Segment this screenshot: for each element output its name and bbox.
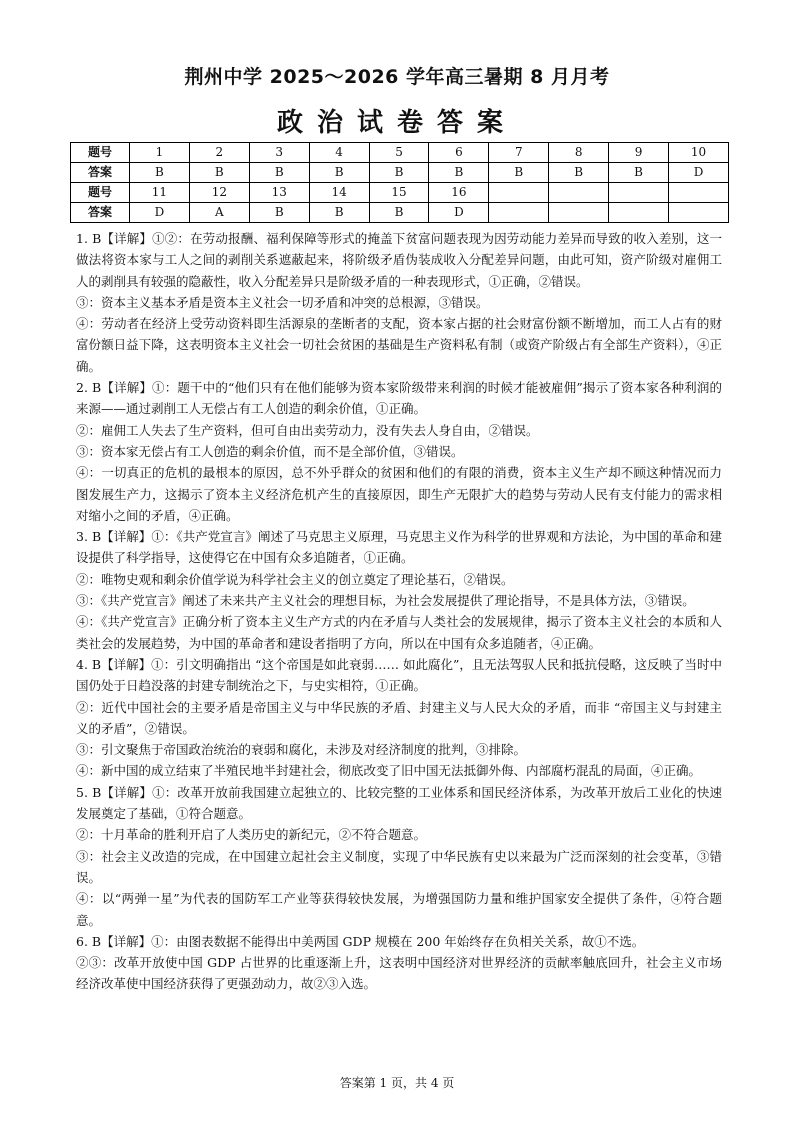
answer-cell: B <box>249 203 309 223</box>
explanation-paragraph: ②：雇佣工人失去了生产资料，但可自由出卖劳动力，没有失去人身自由，②错误。 <box>76 422 539 438</box>
explanation-paragraph: 1. B【详解】①②：在劳动报酬、福利保障等形式的掩盖下贫富问题表现为因劳动能力差异而导致的收入差别，这一做法将资本家与工人之间的剥削关系遮蔽起来，将阶级矛盾伪装成收入分配差异问题，由此可知，资产阶级对雇佣工人的剥削具有较强的隐蔽性，收入分配差异只是阶级矛盾的一种表现形式，①正确，②错误。 <box>76 231 722 289</box>
question-number-cell: 12 <box>189 183 249 203</box>
answer-cell: B <box>309 203 369 223</box>
explanation-paragraph: 5. B【详解】①：改革开放前我国建立起独立的、比较完整的工业体系和国民经济体系，为改革开放后工业化的快速发展奠定了基础，①符合题意。 <box>76 784 722 822</box>
answer-cell <box>609 203 669 223</box>
explanation-paragraph: ④：《共产党宣言》正确分析了资本主义生产方式的内在矛盾与人类社会的发展规律，揭示了资本主义社会的本质和人类社会的发展趋势，为中国的革命者和建设者指明了方向，所以在中国有众多追随者，④正确。 <box>76 614 722 651</box>
answer-label-cell: 答案 <box>71 203 130 223</box>
explanation-paragraph: ②③：改革开放使中国 GDP 占世界的比重逐渐上升，这表明中国经济对世界经济的贡献率触底回升，社会主义市场经济改革使中国经济获得了更强劲动力，故②③入选。 <box>76 955 722 992</box>
explanation-paragraph: ③：资本家无偿占有工人创造的剩余价值，而不是全部价值，③错误。 <box>76 443 464 459</box>
answer-row <box>71 203 729 223</box>
question-number-cell: 6 <box>429 143 489 163</box>
answer-cell: D <box>429 203 489 223</box>
question-number-cell <box>489 183 549 203</box>
answer-cell: B <box>489 163 549 183</box>
explanation-paragraph: ②：近代中国社会的主要矛盾是帝国主义与中华民族的矛盾、封建主义与人民大众的矛盾，而非 “帝国主义与封建主义的矛盾”，②错误。 <box>76 699 722 736</box>
answer-cell: B <box>369 203 429 223</box>
question-number-cell: 13 <box>249 183 309 203</box>
question-number-cell: 1 <box>130 143 190 163</box>
page-footer: 答案第 1 页，共 4 页 <box>339 1076 455 1090</box>
explanation-paragraph: 4. B【详解】①：引文明确指出 “这个帝国是如此衰弱…… 如此腐化”，且无法驾驭人民和抵抗侵略，这反映了当时中国仍处于日趋没落的封建专制统治之下，与史实相符，①正确。 <box>76 656 722 694</box>
answer-cell: B <box>429 163 489 183</box>
answer-cell: B <box>609 163 669 183</box>
answer-cell <box>669 203 729 223</box>
explanation-paragraph: 6. B【详解】①：由图表数据不能得出中美两国 GDP 规模在 200 年始终存在负相关关系，故①不选。 <box>76 933 645 949</box>
question-number-cell: 5 <box>369 143 429 163</box>
answer-label-cell: 答案 <box>71 163 130 183</box>
question-number-cell: 16 <box>429 183 489 203</box>
question-label-cell: 题号 <box>71 143 130 163</box>
question-number-row <box>71 183 729 203</box>
answer-cell <box>549 203 609 223</box>
explanation-paragraph: ②：唯物史观和剩余价值学说为科学社会主义的创立奠定了理论基石，②错误。 <box>76 571 514 587</box>
answer-cell: B <box>189 163 249 183</box>
answer-cell: B <box>249 163 309 183</box>
explanation-paragraph: ③：《共产党宣言》阐述了未来共产主义社会的理想目标，为社会发展提供了理论指导，不是具体方法，③错误。 <box>76 593 695 609</box>
document-subtitle: 政治试卷答案 <box>276 108 517 138</box>
answer-cell: B <box>130 163 190 183</box>
explanation-paragraph: ④：以“两弹一星”为代表的国防军工产业等获得较快发展，为增强国防力量和维护国家安全提供了条件，④符合题意。 <box>76 891 722 928</box>
question-number-cell: 10 <box>669 143 729 163</box>
explanation-paragraph: ④：劳动者在经济上受劳动资料即生活源泉的垄断者的支配，资本家占据的社会财富份额不断增加，而工人占有的财富份额日益下降，这表明资本主义社会一切社会贫困的基础是生产资料私有制（或资产阶级占有全部生产资料），④正确。 <box>76 316 722 374</box>
answer-cell: D <box>130 203 190 223</box>
answer-key-table <box>70 142 729 223</box>
question-number-cell: 8 <box>549 143 609 163</box>
question-number-cell: 7 <box>489 143 549 163</box>
answer-row <box>71 163 729 183</box>
question-number-cell: 2 <box>189 143 249 163</box>
question-number-cell <box>549 183 609 203</box>
explanation-paragraph: 2. B【详解】①：题干中的“他们只有在他们能够为资本家阶级带来利润的时候才能被雇佣”揭示了资本家各种利润的来源——通过剥削工人无偿占有工人创造的剩余价值，①正确。 <box>76 380 722 417</box>
question-number-cell: 14 <box>309 183 369 203</box>
answer-cell: D <box>669 163 729 183</box>
question-number-cell: 15 <box>369 183 429 203</box>
question-number-row <box>71 143 729 163</box>
answer-cell: B <box>309 163 369 183</box>
question-number-cell: 9 <box>609 143 669 163</box>
question-number-cell: 3 <box>249 143 309 163</box>
answer-cell: B <box>549 163 609 183</box>
question-number-cell: 11 <box>130 183 190 203</box>
explanation-paragraph: ②：十月革命的胜利开启了人类历史的新纪元，②不符合题意。 <box>76 827 427 843</box>
answer-cell: A <box>189 203 249 223</box>
explanation-paragraph: ③：引文聚焦于帝国政治统治的衰弱和腐化，未涉及对经济制度的批判，③排除。 <box>76 742 527 758</box>
explanation-paragraph: 3. B【详解】①：《共产党宣言》阐述了马克思主义原理，马克思主义作为科学的世界观和方法论，为中国的革命和建设提供了科学指导，这使得它在中国有众多追随者，①正确。 <box>76 529 722 566</box>
explanation-paragraph: ③：资本主义基本矛盾是资本主义社会一切矛盾和冲突的总根源，③错误。 <box>76 294 489 310</box>
question-number-cell: 4 <box>309 143 369 163</box>
exam-title: 荆州中学 2025～2026 学年高三暑期 8 月月考 <box>184 66 610 88</box>
explanation-paragraph: ④：一切真正的危机的最根本的原因，总不外乎群众的贫困和他们的有限的消费，资本主义生产却不顾这种情况而力图发展生产力，这揭示了资本主义经济危机产生的直接原因，即生产无限扩大的趋势与劳动人民有支付能力的需求相对缩小之间的矛盾，④正确。 <box>76 465 722 523</box>
question-number-cell <box>609 183 669 203</box>
explanation-paragraph: ③：社会主义改造的完成，在中国建立起社会主义制度，实现了中华民族有史以来最为广泛而深刻的社会变革，③错误。 <box>76 848 722 885</box>
question-label-cell: 题号 <box>71 183 130 203</box>
explanation-section <box>76 228 722 995</box>
question-number-cell <box>669 183 729 203</box>
answer-cell: B <box>369 163 429 183</box>
answer-cell <box>489 203 549 223</box>
explanation-paragraph: ④：新中国的成立结束了半殖民地半封建社会，彻底改变了旧中国无法抵御外侮、内部腐朽混乱的局面，④正确。 <box>76 763 702 779</box>
